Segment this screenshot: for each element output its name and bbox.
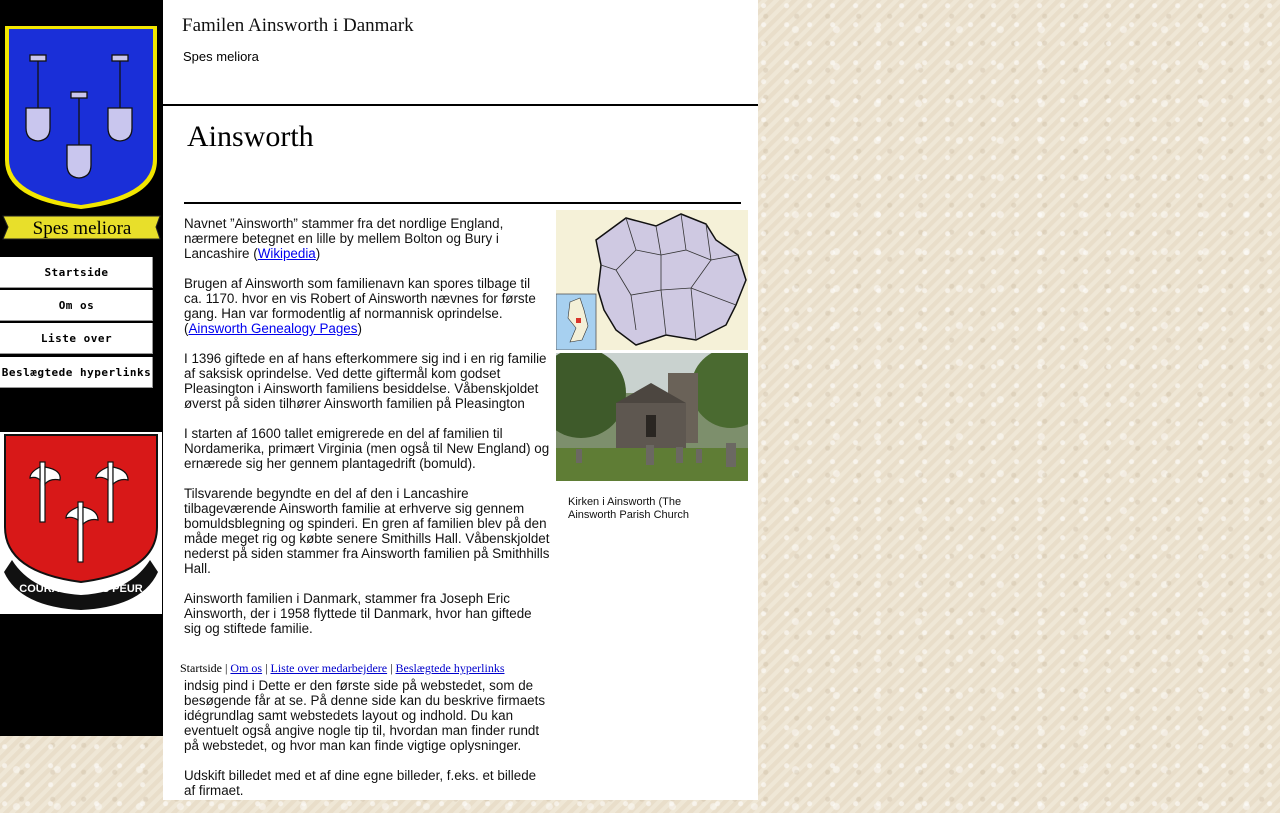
paragraph-1600: I starten af 1600 tallet emigrerede en del af familien til Nordamerika, primært Virginia (men også til New England) og ernærede sig her gennem plantagedrift (bomuld). [184,426,550,471]
footer-link-om-os[interactable]: Om os [230,661,263,675]
placeholder-paragraph-1: indsig pind i Dette er den første side på webstedet, som de besøgende får at se. På denne side kan du beskrive firmaets idégrundlag samt webstedets layout og indhold. Du kan eventuelt også angive nogle tip til, hvordan man finder rundt på webstedet, og hvor man kan finde vigtige oplysninger. [184,678,546,753]
paragraph-denmark: Ainsworth familien i Danmark, stammer fra Joseph Eric Ainsworth, der i 1958 flyttede til Danmark, hvor han giftede sig og stiftede familie. [184,591,532,636]
nav-startside-button[interactable]: Startside [0,257,153,289]
nav-om-os-button[interactable]: Om os [0,290,153,322]
article-body [184,216,550,651]
paragraph-1396: I 1396 giftede en af hans efterkommere sig ind i en rig familie af saksisk oprindelse. Ved dette giftermål kom godset Pleasington i Ainsworth familiens besiddelse. Våbenskjoldet øverst på siden tilhører Ainsworth familien på Pleasington [184,351,547,411]
bottom-crest-motto-text: COURAGE SANS PEUR [19,583,143,595]
nav-beslaegtede-hyperlinks-button[interactable]: Beslægtede hyperlinks [0,357,153,389]
footer-current-page: Startside [180,661,222,675]
church-photo-caption: Kirken i Ainsworth (The Ainsworth Parish Church [568,496,690,521]
motto-banner-text: Spes meliora [32,218,132,239]
footer-link-liste-over[interactable]: Liste over medarbejdere [270,661,388,675]
site-title: Familen Ainsworth i Danmark [182,15,414,36]
paragraph-history: Brugen af Ainsworth som familienavn kan spores tilbage til ca. 1170. hvor en vis Robert of Ainsworth nævnes for første gang. Han var formodentlig af normannisk oprindelse. (Ainsworth Genealogy Pages) [184,276,536,336]
page-header [163,0,758,106]
paragraph-lancashire: Tilsvarende begyndte en del af den i Lancashire tilbageværende Ainsworth familie at erhverve sig gennem bomuldsblegning og spinderi. En gren af familien blev på den måde meget rig og købte senere Smithills Hall. Våbenskjoldet nederst på siden stammer fra Ainsworth familien på Smithhills Hall. [184,486,550,576]
greater-manchester-map-image [556,210,748,350]
nav-liste-over-button[interactable]: Liste over [0,323,153,355]
footer-navigation: Startside | Om os | Liste over medarbejdere | Beslægtede hyperlinks [180,661,505,675]
ainsworth-pleasington-coat-of-arms [0,20,163,245]
genealogy-pages-link[interactable]: Ainsworth Genealogy Pages [188,321,358,336]
sidebar [0,0,163,736]
ainsworth-parish-church-photo [556,353,748,481]
site-subtitle: Spes meliora [183,49,259,64]
placeholder-text [184,678,550,813]
divider [184,202,741,204]
page-title: Ainsworth [187,120,314,153]
paragraph-origin: Navnet ”Ainsworth” stammer fra det nordlige England, nærmere betegnet en lille by mellem Bolton og Bury i Lancashire (Wikipedia) [184,216,504,261]
footer-link-hyperlinks[interactable]: Beslægtede hyperlinks [395,661,505,675]
main-content [163,106,758,800]
wikipedia-link[interactable]: Wikipedia [257,246,316,261]
ainsworth-smithills-coat-of-arms [0,432,162,614]
placeholder-paragraph-2: Udskift billedet med et af dine egne billeder, f.eks. et billede af firmaet. [184,768,537,798]
